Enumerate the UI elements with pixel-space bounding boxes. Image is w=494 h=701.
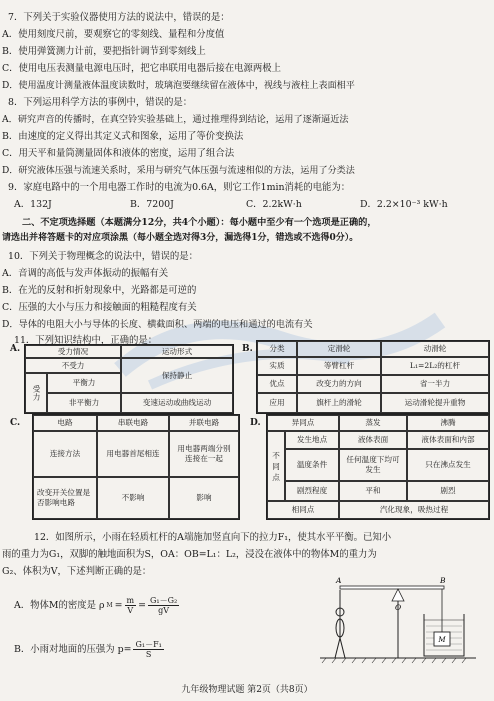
table-d-r1c1: 发生地点 bbox=[285, 431, 339, 449]
table-d-r3c1: 剧烈程度 bbox=[285, 481, 339, 501]
table-a-header-motion: 运动形式 bbox=[121, 345, 233, 358]
table-b-r1c0: 实质 bbox=[257, 357, 297, 375]
q11-title: 11．下列知识结构中，正确的是： bbox=[14, 335, 158, 346]
table-d-r1c3: 液体表面和内部 bbox=[407, 431, 489, 449]
table-b-r3c0: 应用 bbox=[257, 393, 297, 413]
q11-table-a-label: A. bbox=[10, 344, 21, 354]
table-b-r1c2: L₁=2L₂的杠杆 bbox=[381, 357, 489, 375]
table-a-unbalanced: 非平衡力 bbox=[47, 393, 121, 413]
q11-table-c-label: C. bbox=[10, 418, 21, 428]
table-b-r0c0: 分类 bbox=[257, 341, 297, 357]
table-a-variable-motion: 变速运动或曲线运动 bbox=[121, 393, 233, 413]
q11-table-a bbox=[24, 344, 234, 414]
label-b: B bbox=[440, 576, 446, 585]
q12-line3: G₂、体积为V，下述判断正确的是： bbox=[2, 566, 152, 577]
q8-option-a: A．研究声音的传播时，在真空铃实验基础上，通过推理得到结论，运用了逐渐逼近法 bbox=[2, 114, 349, 125]
table-b-r2c2: 省一半力 bbox=[381, 375, 489, 393]
q12-a-prefix: A．物体M的密度是 ρ bbox=[14, 599, 105, 611]
label-m: M bbox=[438, 636, 446, 644]
table-b-r2c0: 优点 bbox=[257, 375, 297, 393]
q12-line2: 雨的重力为G₁，双脚的触地面积为S，OA：OB=L₁：L₂，浸没在液体中的物体M的重力为 bbox=[2, 549, 377, 560]
section2-heading: 二、不定项选择题（本题满分12分，共4个小题）：每小题中至少有一个选项是正确的， bbox=[22, 217, 377, 228]
table-a-force-side: 受力 bbox=[25, 373, 47, 413]
lever-figure bbox=[318, 574, 478, 666]
table-d-h3: 沸腾 bbox=[407, 415, 489, 431]
table-d-r2c3: 只在沸点发生 bbox=[407, 449, 489, 481]
q8-option-d: D．研究液体压强与流速关系时，采用与研究气体压强与流速相似的方法，运用了分类法 bbox=[2, 166, 355, 176]
table-c-h3: 并联电路 bbox=[169, 415, 239, 431]
table-c-r2c1: 改变开关位置是否影响电路 bbox=[33, 477, 97, 519]
table-d-r2c2: 任何温度下均可发生 bbox=[339, 449, 407, 481]
q12-a-fraction-mv: $\frac{m}{V}$ bbox=[126, 596, 135, 615]
table-c-h1: 电路 bbox=[33, 415, 97, 431]
q12-a-subscript: M bbox=[106, 601, 113, 609]
table-b-r0c2: 动滑轮 bbox=[381, 341, 489, 357]
q10-option-a: A．音调的高低与发声体振动的振幅有关 bbox=[2, 268, 169, 279]
table-c-h2: 串联电路 bbox=[97, 415, 169, 431]
q7-option-c: C．使用电压表测量电源电压时，把它串联用电器后接在电源两极上 bbox=[2, 63, 282, 74]
table-b-r2c1: 改变力的方向 bbox=[297, 375, 381, 393]
q12-b-fraction: $\frac{\text{G₁－F₁}}{S}$ bbox=[135, 640, 162, 659]
table-d-h2: 蒸发 bbox=[339, 415, 407, 431]
q9-option-c: C．2.2kW·h bbox=[246, 199, 302, 210]
q8-option-c: C．用天平和量筒测量固体和液体的密度，运用了组合法 bbox=[2, 148, 235, 159]
q12-line1: 12．如图所示，小雨在轻质杠杆的A端施加竖直向下的拉力F₁，使其水平平衡。已知小 bbox=[34, 532, 392, 543]
page-footer: 九年级物理试题 第2页（共8页） bbox=[181, 685, 313, 695]
table-d-h1: 异同点 bbox=[267, 415, 339, 431]
table-d-diff-side: 不同点 bbox=[267, 431, 285, 501]
q12-a-equals: = bbox=[114, 599, 123, 611]
q11-table-d bbox=[266, 414, 490, 520]
q8-title: 8．下列运用科学方法的事例中，错误的是： bbox=[8, 97, 193, 108]
label-a: A bbox=[336, 576, 342, 585]
q9-option-b: B．7200J bbox=[130, 199, 174, 210]
q11-table-b bbox=[256, 340, 490, 414]
table-b-r0c1: 定滑轮 bbox=[297, 341, 381, 357]
q11-table-c bbox=[32, 414, 240, 520]
q8-option-b: B．由速度的定义得出其定义式和图象，运用了等价变换法 bbox=[2, 131, 244, 142]
table-c-r1c3: 用电器两端分别连接在一起 bbox=[169, 431, 239, 477]
table-d-same-value: 汽化现象，吸热过程 bbox=[339, 501, 489, 519]
table-a-no-force: 不受力 bbox=[25, 358, 121, 373]
table-d-r1c2: 液体表面 bbox=[339, 431, 407, 449]
q12-option-a bbox=[14, 596, 179, 615]
q9-option-d: D．2.2×10⁻³ kW·h bbox=[360, 199, 448, 210]
q7-option-a: A．使用刻度尺前，要观察它的零刻线、量程和分度值 bbox=[2, 29, 225, 40]
table-b-r1c1: 等臂杠杆 bbox=[297, 357, 381, 375]
table-c-r1c2: 用电器首尾相连 bbox=[97, 431, 169, 477]
section2-instruction: 请选出并将答题卡的对应项涂黑（每小题全选对得3分，漏选得1分，错选或不选得0分）。 bbox=[2, 233, 359, 243]
q10-option-d: D．导体的电阻大小与导体的长度、横截面积、两端的电压和通过的电流有关 bbox=[2, 319, 313, 330]
table-a-header-force: 受力情况 bbox=[25, 345, 121, 358]
table-b-r3c2: 运动滑轮提升重物 bbox=[381, 393, 489, 413]
person-icon bbox=[335, 590, 345, 658]
q10-option-c: C．压强的大小与压力和接触面的粗糙程度有关 bbox=[2, 302, 197, 313]
q12-option-b bbox=[14, 640, 164, 659]
table-d-r3c2: 平和 bbox=[339, 481, 407, 501]
table-d-same-label: 相同点 bbox=[267, 501, 339, 519]
q10-option-b: B．在光的反射和折射现象中，光路都是可逆的 bbox=[2, 285, 197, 296]
q9-title: 9．家庭电路中的一个用电器工作时的电流为0.6A，则它工作1min消耗的电能为： bbox=[8, 182, 351, 193]
table-a-balanced: 平衡力 bbox=[47, 373, 121, 393]
table-c-r1c1: 连接方法 bbox=[33, 431, 97, 477]
table-c-r2c2: 不影响 bbox=[97, 477, 169, 519]
table-d-r3c3: 剧烈 bbox=[407, 481, 489, 501]
label-o: O bbox=[395, 603, 402, 612]
q9-option-a: A．132J bbox=[14, 199, 52, 210]
q12-a-equals-2: = bbox=[138, 599, 146, 611]
q7-option-b: B．使用弹簧测力计前，要把指针调节到零刻线上 bbox=[2, 46, 206, 57]
table-a-keep-still: 保持静止 bbox=[121, 358, 233, 393]
q7-option-d: D．使用温度计测量液体温度读数时，玻璃泡要继续留在液体中，视线与液柱上表面相平 bbox=[2, 81, 355, 91]
table-c-r2c3: 影响 bbox=[169, 477, 239, 519]
table-b-r3c1: 旗杆上的滑轮 bbox=[297, 393, 381, 413]
table-d-r2c1: 温度条件 bbox=[285, 449, 339, 481]
q11-table-b-label: B. bbox=[242, 344, 253, 354]
q10-title: 10．下列关于物理概念的说法中，错误的是： bbox=[8, 251, 199, 262]
q11-table-d-label: D. bbox=[250, 418, 261, 428]
q7-title: 7．下列关于实验仪器使用方法的说法中，错误的是： bbox=[8, 12, 230, 23]
q12-b-prefix: B．小雨对地面的压强为 p= bbox=[14, 643, 132, 655]
q12-a-fraction-g: $\frac{\text{G₁－G₂}}{gV}$ bbox=[149, 596, 178, 615]
